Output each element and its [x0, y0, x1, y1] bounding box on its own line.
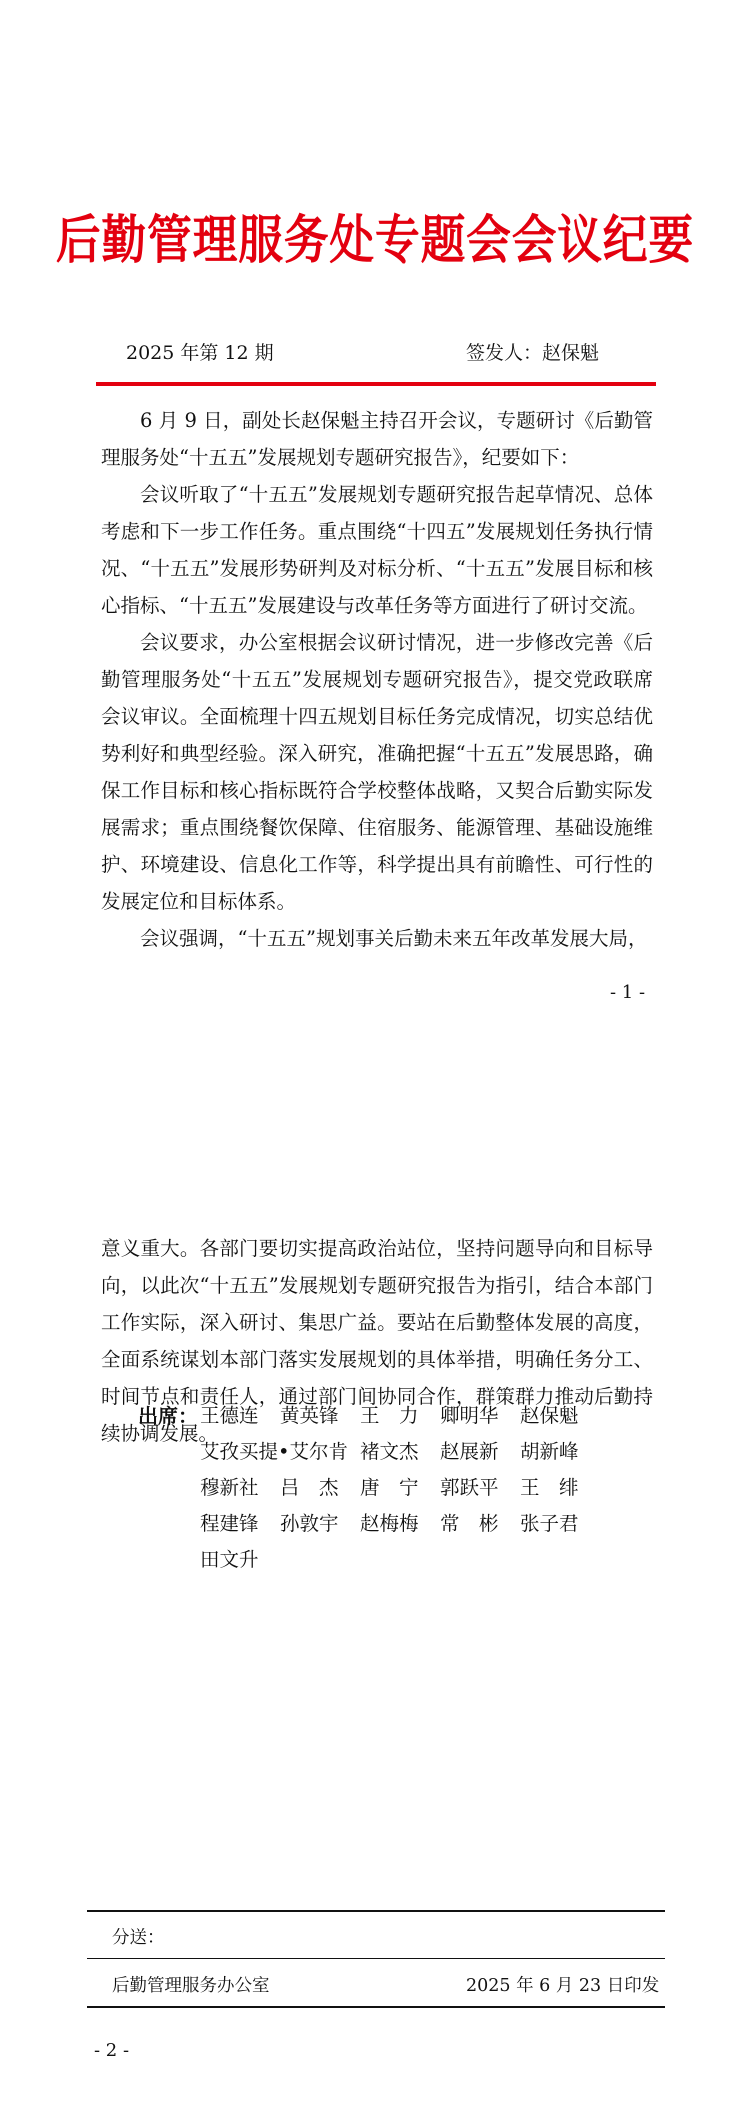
paragraph-emphasis: 会议强调，“十五五”规划事关后勤未来五年改革发展大局，: [140, 927, 648, 950]
footer-middle-rule: [87, 1958, 665, 1959]
footer-top-rule: [87, 1910, 665, 1912]
attendees-label: 出席：: [138, 1404, 198, 1428]
attendee-name: 王德连: [200, 1404, 259, 1427]
issuer: 签发人：赵保魁: [466, 342, 600, 364]
attendee-name: 常 彬: [440, 1512, 499, 1535]
attendee-name: 艾孜买提•艾尔肯: [200, 1440, 349, 1463]
page-2: [0, 1060, 750, 2120]
attendee-name: 郭跃平: [440, 1476, 499, 1499]
attendee-name: 孙敦宇: [280, 1512, 339, 1535]
issue-number: 2025 年第 12 期: [126, 342, 274, 364]
paragraph-listen: 会议听取了“十五五”发展规划专题研究报告起草情况、总体考虑和下一步工作任务。重点围绕“十四五”发展规划任务执行情况、“十五五”发展形势研判及对标分析、“十五五”发展目标和核心指标、“十五五”发展建设与改革任务等方面进行了研讨交流。: [101, 483, 653, 617]
attendee-name: 褚文杰: [360, 1440, 419, 1463]
issuing-office: 后勤管理服务办公室: [112, 1976, 270, 1996]
attendee-name: 卿明华: [440, 1404, 499, 1427]
print-date: 2025 年 6 月 23 日印发: [466, 1976, 660, 1996]
attendee-name: 王 力: [360, 1404, 419, 1427]
page-number: - 2 -: [94, 2040, 130, 2061]
attendee-name: 田文升: [200, 1548, 259, 1571]
red-header-rule: [96, 382, 656, 386]
attendee-name: 赵保魁: [520, 1404, 579, 1427]
document-title: 后勤管理服务处专题会会议纪要: [55, 211, 695, 271]
footer-bottom-rule: [87, 2006, 665, 2008]
paragraph-continuation: 意义重大。各部门要切实提高政治站位，坚持问题导向和目标导向，以此次“十五五”发展规划专题研究报告为指引，结合本部门工作实际，深入研讨、集思广益。要站在后勤整体发展的高度，全面系统谋划本部门落实发展规划的具体举措，明确任务分工、时间节点和责任人，通过部门间协同合作，群策群力推动后勤持续协调发展。: [101, 1237, 653, 1445]
attendee-name: 张子君: [520, 1512, 579, 1535]
attendee-name: 赵梅梅: [360, 1512, 419, 1535]
distribution-label: 分送：: [112, 1928, 165, 1948]
attendee-name: 王 绯: [520, 1476, 579, 1499]
paragraph-requirements: 会议要求，办公室根据会议研讨情况，进一步修改完善《后勤管理服务处“十五五”发展规划专题研究报告》，提交党政联席会议审议。全面梳理十四五规划目标任务完成情况，切实总结优势利好和典型经验。深入研究，准确把握“十五五”发展思路，确保工作目标和核心指标既符合学校整体战略，又契合后勤实际发展需求；重点围绕餐饮保障、住宿服务、能源管理、基础设施维护、环境建设、信息化工作等，科学提出具有前瞻性、可行性的发展定位和目标体系。: [101, 631, 653, 913]
attendees-list: [200, 1400, 630, 1580]
attendee-name: 赵展新: [440, 1440, 499, 1463]
attendee-name: 程建锋: [200, 1512, 259, 1535]
paragraph-intro: 6 月 9 日，副处长赵保魁主持召开会议，专题研讨《后勤管理服务处“十五五”发展规划专题研究报告》，纪要如下：: [101, 409, 653, 469]
page-number: - 1 -: [610, 982, 646, 1003]
attendee-name: 吕 杰: [280, 1476, 339, 1499]
attendee-name: 黄英锋: [280, 1404, 339, 1427]
page-1-body: [101, 402, 653, 957]
attendee-name: 穆新社: [200, 1476, 259, 1499]
attendee-name: 胡新峰: [520, 1440, 579, 1463]
attendee-name: 唐 宁: [360, 1476, 419, 1499]
